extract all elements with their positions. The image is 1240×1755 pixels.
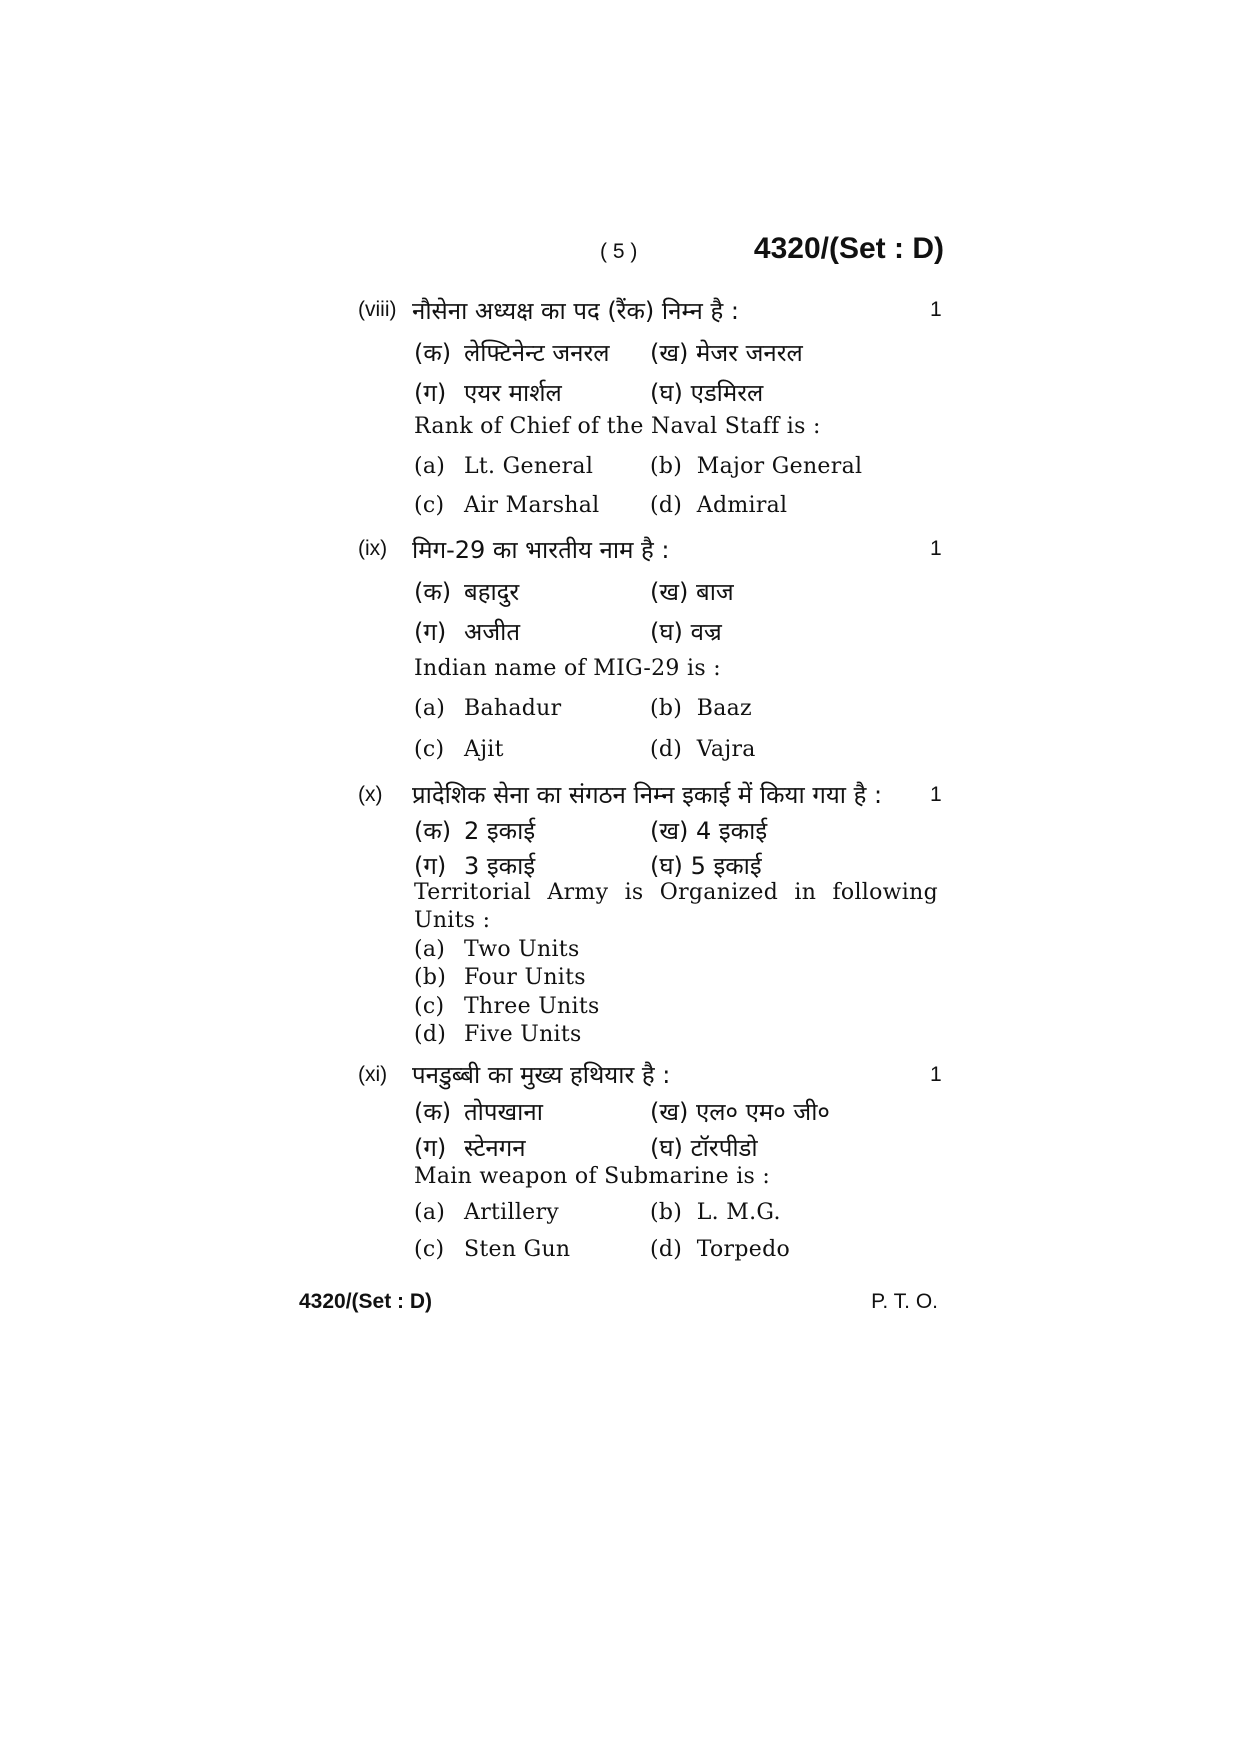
option-text: Four Units: [464, 965, 586, 990]
option-marker: (ख): [650, 1098, 689, 1126]
option-text: 4 इकाई: [696, 817, 768, 845]
option-text: Two Units: [464, 937, 580, 962]
english-option: [650, 737, 756, 762]
option-marker: (b): [650, 454, 683, 479]
option-text: Admiral: [696, 493, 788, 518]
option-marker: (ग): [414, 618, 447, 646]
option-marker: (क): [414, 578, 452, 606]
option-text: Major General: [696, 454, 863, 479]
option-text: Three Units: [464, 994, 600, 1019]
option-marker: (b): [650, 696, 683, 721]
option-text: अजीत: [464, 618, 521, 646]
option-marker: (ख): [650, 578, 689, 606]
english-option: [414, 965, 586, 990]
english-option: [414, 1200, 559, 1225]
english-option: [414, 696, 561, 721]
option-marker: (घ): [650, 618, 683, 646]
header-set-code: 4320/(Set : D): [753, 232, 944, 265]
option-marker: (क): [414, 339, 452, 367]
option-marker: (घ): [650, 852, 683, 880]
question-hindi: पनडुब्बी का मुख्य हथियार है :: [412, 1061, 671, 1089]
option-text: Torpedo: [696, 1237, 791, 1262]
option-text: एल० एम० जी०: [696, 1098, 830, 1126]
option-marker: (b): [650, 1200, 683, 1225]
option-text: वज्र: [690, 618, 722, 646]
hindi-option: [650, 1131, 758, 1164]
question-marks: 1: [930, 783, 942, 806]
question-number: (ix): [358, 537, 388, 560]
page-number: ( 5 ): [600, 240, 638, 263]
option-marker: (c): [414, 1237, 445, 1262]
hindi-option: [414, 1131, 526, 1164]
option-marker: (ग): [414, 1134, 447, 1162]
option-text: Artillery: [464, 1200, 560, 1225]
question-marks: 1: [930, 537, 942, 560]
option-marker: (ग): [414, 852, 447, 880]
hindi-option: [414, 376, 562, 409]
english-option: [414, 493, 600, 518]
english-option: [414, 994, 600, 1019]
option-marker: (c): [414, 994, 445, 1019]
hindi-option: [650, 814, 767, 847]
hindi-option: [650, 849, 762, 882]
english-option: [414, 937, 580, 962]
option-text: बाज: [696, 578, 734, 606]
english-option: [414, 737, 504, 762]
english-option: [414, 1237, 570, 1262]
please-turn-over: P. T. O.: [871, 1290, 938, 1313]
option-text: 2 इकाई: [464, 817, 536, 845]
english-option: [650, 1237, 790, 1262]
option-marker: (ख): [650, 339, 689, 367]
option-marker: (ग): [414, 379, 447, 407]
option-marker: (a): [414, 454, 446, 479]
option-text: एडमिरल: [690, 379, 764, 407]
option-text: 5 इकाई: [690, 852, 762, 880]
option-text: L. M.G.: [696, 1200, 781, 1225]
option-text: 3 इकाई: [464, 852, 536, 880]
option-text: एयर मार्शल: [464, 379, 562, 407]
question-marks: 1: [930, 1063, 942, 1086]
option-marker: (d): [414, 1022, 447, 1047]
hindi-option: [650, 1095, 830, 1128]
option-text: Lt. General: [464, 454, 594, 479]
question-number: (x): [358, 783, 383, 806]
option-marker: (c): [414, 737, 445, 762]
question-english: Rank of Chief of the Naval Staff is :: [414, 414, 821, 439]
question-number: (viii): [358, 298, 397, 321]
question-marks: 1: [930, 298, 942, 321]
hindi-option: [414, 849, 535, 882]
english-option: [650, 454, 862, 479]
option-marker: (d): [650, 737, 683, 762]
english-option: [650, 493, 787, 518]
option-marker: (b): [414, 965, 447, 990]
option-text: Baaz: [696, 696, 752, 721]
question-english-line-2: Units :: [414, 908, 491, 933]
question-hindi: मिग-29 का भारतीय नाम है :: [412, 536, 670, 564]
option-marker: (a): [414, 937, 446, 962]
option-text: तोपखाना: [464, 1098, 543, 1126]
option-marker: (क): [414, 817, 452, 845]
hindi-option: [650, 575, 734, 608]
option-text: Bahadur: [464, 696, 562, 721]
question-english-line-1: Territorial Army is Organized in following: [414, 880, 938, 905]
hindi-option: [650, 615, 722, 648]
english-option: [650, 696, 752, 721]
option-marker: (d): [650, 1237, 683, 1262]
option-text: Ajit: [464, 737, 504, 762]
question-english: Indian name of MIG-29 is :: [414, 656, 721, 681]
option-text: Air Marshal: [464, 493, 600, 518]
option-marker: (d): [650, 493, 683, 518]
question-hindi: नौसेना अध्यक्ष का पद (रैंक) निम्न है :: [412, 297, 739, 325]
hindi-option: [414, 336, 610, 369]
option-text: Sten Gun: [464, 1237, 571, 1262]
option-marker: (ख): [650, 817, 689, 845]
option-marker: (a): [414, 1200, 446, 1225]
option-text: स्टेनगन: [464, 1134, 526, 1162]
hindi-option: [414, 575, 519, 608]
option-marker: (c): [414, 493, 445, 518]
question-hindi: प्रादेशिक सेना का संगठन निम्न इकाई में किया गया है :: [412, 781, 883, 809]
hindi-option: [414, 615, 520, 648]
hindi-option: [414, 1095, 543, 1128]
hindi-option: [650, 336, 803, 369]
english-option: [414, 1022, 582, 1047]
hindi-option: [650, 376, 763, 409]
question-number: (xi): [358, 1063, 388, 1086]
english-option: [414, 454, 593, 479]
option-marker: (घ): [650, 1134, 683, 1162]
option-text: लेफ्टिनेन्ट जनरल: [464, 339, 610, 367]
option-marker: (क): [414, 1098, 452, 1126]
option-marker: (a): [414, 696, 446, 721]
option-text: मेजर जनरल: [696, 339, 803, 367]
option-marker: (घ): [650, 379, 683, 407]
option-text: Vajra: [696, 737, 756, 762]
english-option: [650, 1200, 781, 1225]
option-text: Five Units: [464, 1022, 582, 1047]
footer-set-code: 4320/(Set : D): [299, 1290, 433, 1313]
question-english: Main weapon of Submarine is :: [414, 1164, 771, 1189]
option-text: बहादुर: [464, 578, 520, 606]
option-text: टॉरपीडो: [690, 1134, 758, 1162]
hindi-option: [414, 814, 535, 847]
